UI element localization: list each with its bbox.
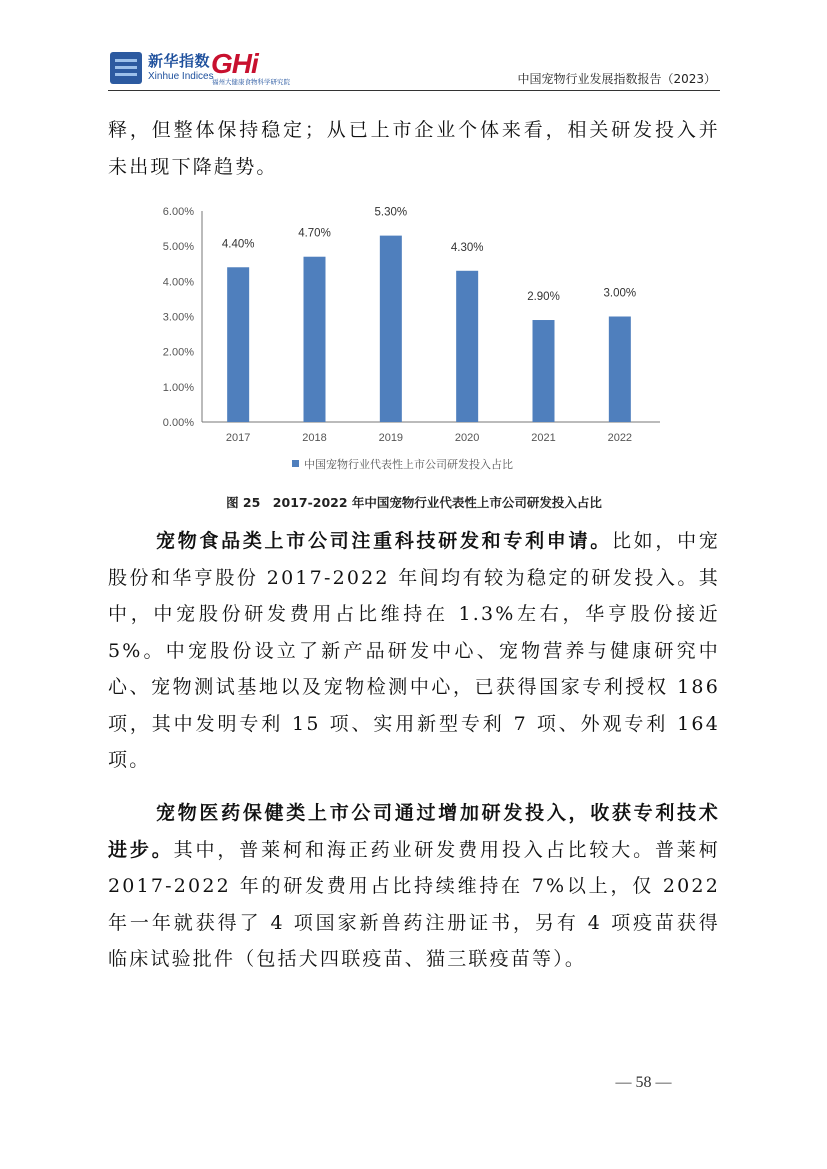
data-label-2020: 4.30% — [450, 241, 484, 254]
y-tick-label: 4.00% — [162, 276, 194, 289]
x-tick-label-2020: 2020 — [454, 432, 480, 444]
x-tick-label-2019: 2019 — [378, 432, 404, 444]
data-label-2018: 4.70% — [298, 227, 331, 240]
rd-ratio-bar-chart — [140, 200, 680, 485]
page-number: — 58 — — [615, 1074, 672, 1091]
xinhua-logo-subtitle: Xinhue Indices — [148, 71, 214, 82]
report-title: 中国宠物行业发展指数报告（2023） — [517, 72, 716, 86]
data-label-2021: 2.90% — [527, 291, 560, 304]
data-label-2017: 4.40% — [221, 238, 255, 251]
data-label-2022: 3.00% — [603, 287, 637, 300]
bar-2021 — [533, 320, 555, 422]
paragraph-3 — [108, 795, 720, 978]
ghi-logo-subtitle: 福州大健康食物科学研究院 — [212, 79, 290, 86]
y-tick-label: 0.00% — [162, 417, 194, 429]
paragraph-2-lead: 宠物食品类上市公司注重科技研发和专利申请。 — [156, 530, 612, 552]
x-tick-label-2017: 2017 — [225, 432, 251, 444]
y-tick-label: 5.00% — [162, 241, 194, 254]
paragraph-2-body: 比如，中宠股份和华亨股份 2017-2022 年间均有较为稳定的研发投入。其中，中宠股份研发费用占比维持在 1.3%左右，华亨股份接近 5%。中宠股份设立了新产品研发中心、宠物营养与健康研究中心、宠物测试基地以及宠物检测中心，已获得国家专利授权 186 项，其中发明专利 15 项、实用新型专利 7 项、外观专利 164 项。 — [108, 530, 720, 771]
bar-2020 — [456, 271, 478, 422]
bar-2022 — [609, 317, 631, 423]
paragraph-2 — [108, 523, 720, 779]
xinhua-logo-icon — [110, 52, 142, 84]
data-label-2019: 5.30% — [374, 206, 408, 219]
y-tick-label: 2.00% — [162, 346, 194, 359]
paragraph-3-body: 其中，普莱柯和海正药业研发费用投入占比较大。普莱柯 2017-2022 年的研发费用占比持续维持在 7%以上，仅 2022 年一年就获得了 4 项国家新兽药注册证书，另有 4 项疫苗获得临床试验批件（包括犬四联疫苗、猫三联疫苗等）。 — [108, 838, 720, 970]
bar-2018 — [304, 257, 326, 422]
paragraph-3-lead: 宠物医药保健类上市公司通过增加研发投入，收获专利技术进步。 — [108, 802, 720, 861]
xinhua-logo-name: 新华指数 — [148, 52, 211, 70]
x-tick-label-2021: 2021 — [531, 432, 556, 444]
x-tick-label-2018: 2018 — [302, 432, 327, 444]
paragraph-1: 释，但整体保持稳定；从已上市企业个体来看，相关研发投入并未出现下降趋势。 — [108, 119, 720, 178]
figure-caption: 图 25 2017-2022 年中国宠物行业代表性上市公司研发投入占比 — [226, 495, 602, 510]
x-tick-label-2022: 2022 — [607, 432, 633, 444]
y-tick-label: 1.00% — [162, 381, 194, 394]
ghi-logo: GHi — [211, 48, 258, 79]
y-tick-label: 3.00% — [162, 311, 194, 324]
bar-2019 — [380, 236, 402, 422]
bar-2017 — [227, 267, 249, 422]
y-tick-label: 6.00% — [162, 206, 194, 218]
legend-swatch — [292, 460, 299, 467]
page-header — [108, 48, 720, 91]
legend-label: 中国宠物行业代表性上市公司研发投入占比 — [304, 458, 513, 471]
